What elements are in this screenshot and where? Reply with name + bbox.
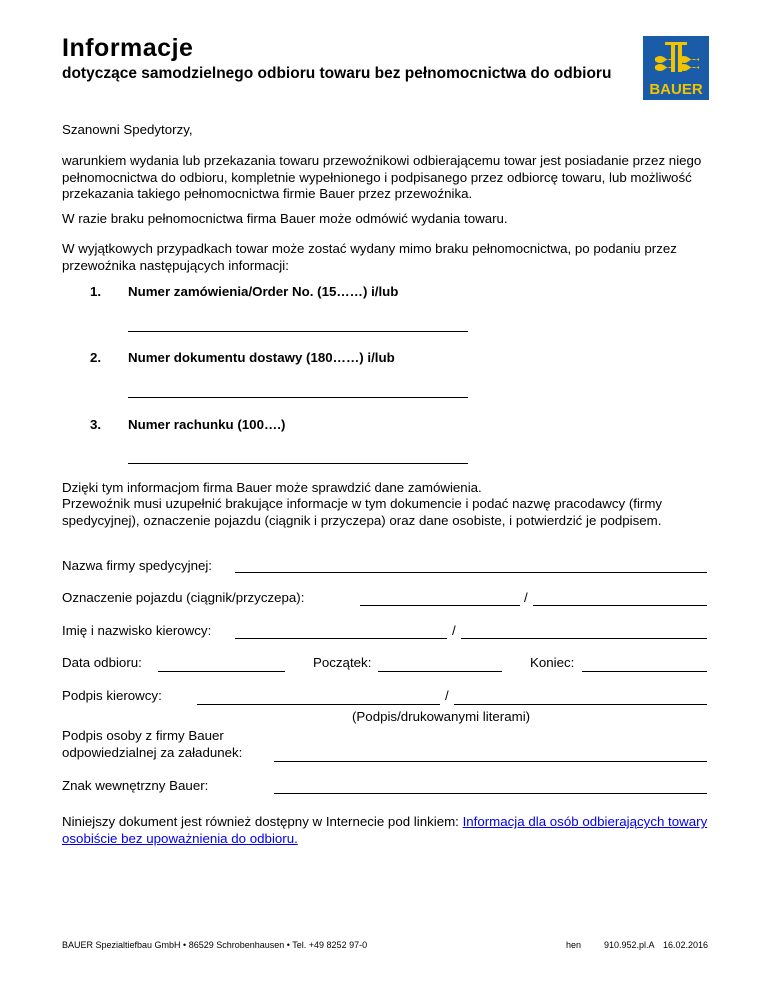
closing-paragraph xyxy=(62,814,712,847)
end-label: Koniec: xyxy=(530,655,575,670)
paragraph-3: W wyjątkowych przypadkach towar może zostać wydany mimo braku pełnomocnictwa, po podaniu przez przewoźnika następujących informacji: xyxy=(62,241,677,273)
end-field[interactable] xyxy=(582,671,707,672)
footer-company: BAUER Spezialtiefbau GmbH • 86529 Schrobenhausen • Tel. +49 8252 97-0 xyxy=(62,940,368,950)
item-2-number: 2. xyxy=(90,350,102,365)
page-subtitle: dotyczące samodzielnego odbioru towaru bez pełnomocnictwa do odbioru xyxy=(62,65,612,82)
item-3-number: 3. xyxy=(90,417,102,432)
start-field[interactable] xyxy=(378,671,502,672)
printed-name-field[interactable] xyxy=(454,704,707,705)
company-label: Nazwa firmy spedycyjnej: xyxy=(62,558,213,573)
driver-slash: / xyxy=(452,623,456,638)
closing-text: Niniejszy dokument jest również dostępny w Internecie pod linkiem: xyxy=(62,814,463,829)
online-info-link[interactable]: Informacja dla osób odbierających towary osobiście bez upoważnienia do odbioru. xyxy=(62,814,708,846)
bauer-person-label-1: Podpis osoby z firmy Bauer xyxy=(62,728,224,743)
paragraph-4-line-2: Przewoźnik musi uzupełnić brakujące informacje w tym dokumencie i podać nazwę pracodawcy (firmy spedycyjnej), oznaczenie pojazdu (ciągnik i przyczepa) oraz dane osobiste, i potwierdzić je podpisem. xyxy=(62,496,663,528)
bauer-person-label-2: odpowiedzialnej za załadunek: xyxy=(62,745,243,760)
paragraph-1: warunkiem wydania lub przekazania towaru przewoźnikowi odbierającemu towar jest posiadanie przez niego pełnomocnictwa do odbioru, kompletnie wypełnionego i podpisanego przez odbiorcę towaru, lub możliwość przekazania takiego pełnomocnictwa firmie Bauer przez przewoźnika. xyxy=(62,153,702,201)
logo-text: BAUER xyxy=(649,81,703,98)
vehicle-label: Oznaczenie pojazdu (ciągnik/przyczepa): xyxy=(62,590,305,605)
vehicle-slash: / xyxy=(524,590,528,605)
item-1-label: Numer zamówienia/Order No. (15……) i/lub xyxy=(128,284,399,299)
driver-firstname-field[interactable] xyxy=(235,638,447,639)
company-field[interactable] xyxy=(235,572,707,573)
item-2-label: Numer dokumentu dostawy (180……) i/lub xyxy=(128,350,395,365)
internal-label: Znak wewnętrzny Bauer: xyxy=(62,778,209,793)
footer-code-1: hen xyxy=(566,940,582,950)
item-3-fill-line[interactable] xyxy=(128,463,468,464)
signature-label: Podpis kierowcy: xyxy=(62,688,162,703)
bauer-logo xyxy=(643,36,709,100)
driver-label: Imię i nazwisko kierowcy: xyxy=(62,623,212,638)
driver-lastname-field[interactable] xyxy=(461,638,707,639)
item-3-label: Numer rachunku (100….) xyxy=(128,417,286,432)
tractor-field[interactable] xyxy=(360,605,520,606)
bauer-person-field[interactable] xyxy=(274,761,707,762)
paragraph-2: W razie braku pełnomocnictwa firma Bauer może odmówić wydania towaru. xyxy=(62,211,508,226)
salutation: Szanowni Spedytorzy, xyxy=(62,122,193,137)
footer-code-2: 910.952.pl.A xyxy=(604,940,655,950)
page-title: Informacje xyxy=(62,34,194,62)
footer-date: 16.02.2016 xyxy=(663,940,709,950)
trailer-field[interactable] xyxy=(533,605,707,606)
item-1-fill-line[interactable] xyxy=(128,331,468,332)
internal-field[interactable] xyxy=(274,793,707,794)
signature-note: (Podpis/drukowanymi literami) xyxy=(352,709,531,724)
signature-field[interactable] xyxy=(197,704,440,705)
item-1-number: 1. xyxy=(90,284,102,299)
paragraph-4-line-1: Dzięki tym informacjom firma Bauer może sprawdzić dane zamówienia. xyxy=(62,480,482,495)
item-2-fill-line[interactable] xyxy=(128,397,468,398)
date-label: Data odbioru: xyxy=(62,655,142,670)
start-label: Początek: xyxy=(313,655,372,670)
signature-slash: / xyxy=(445,688,449,703)
date-field[interactable] xyxy=(158,671,285,672)
